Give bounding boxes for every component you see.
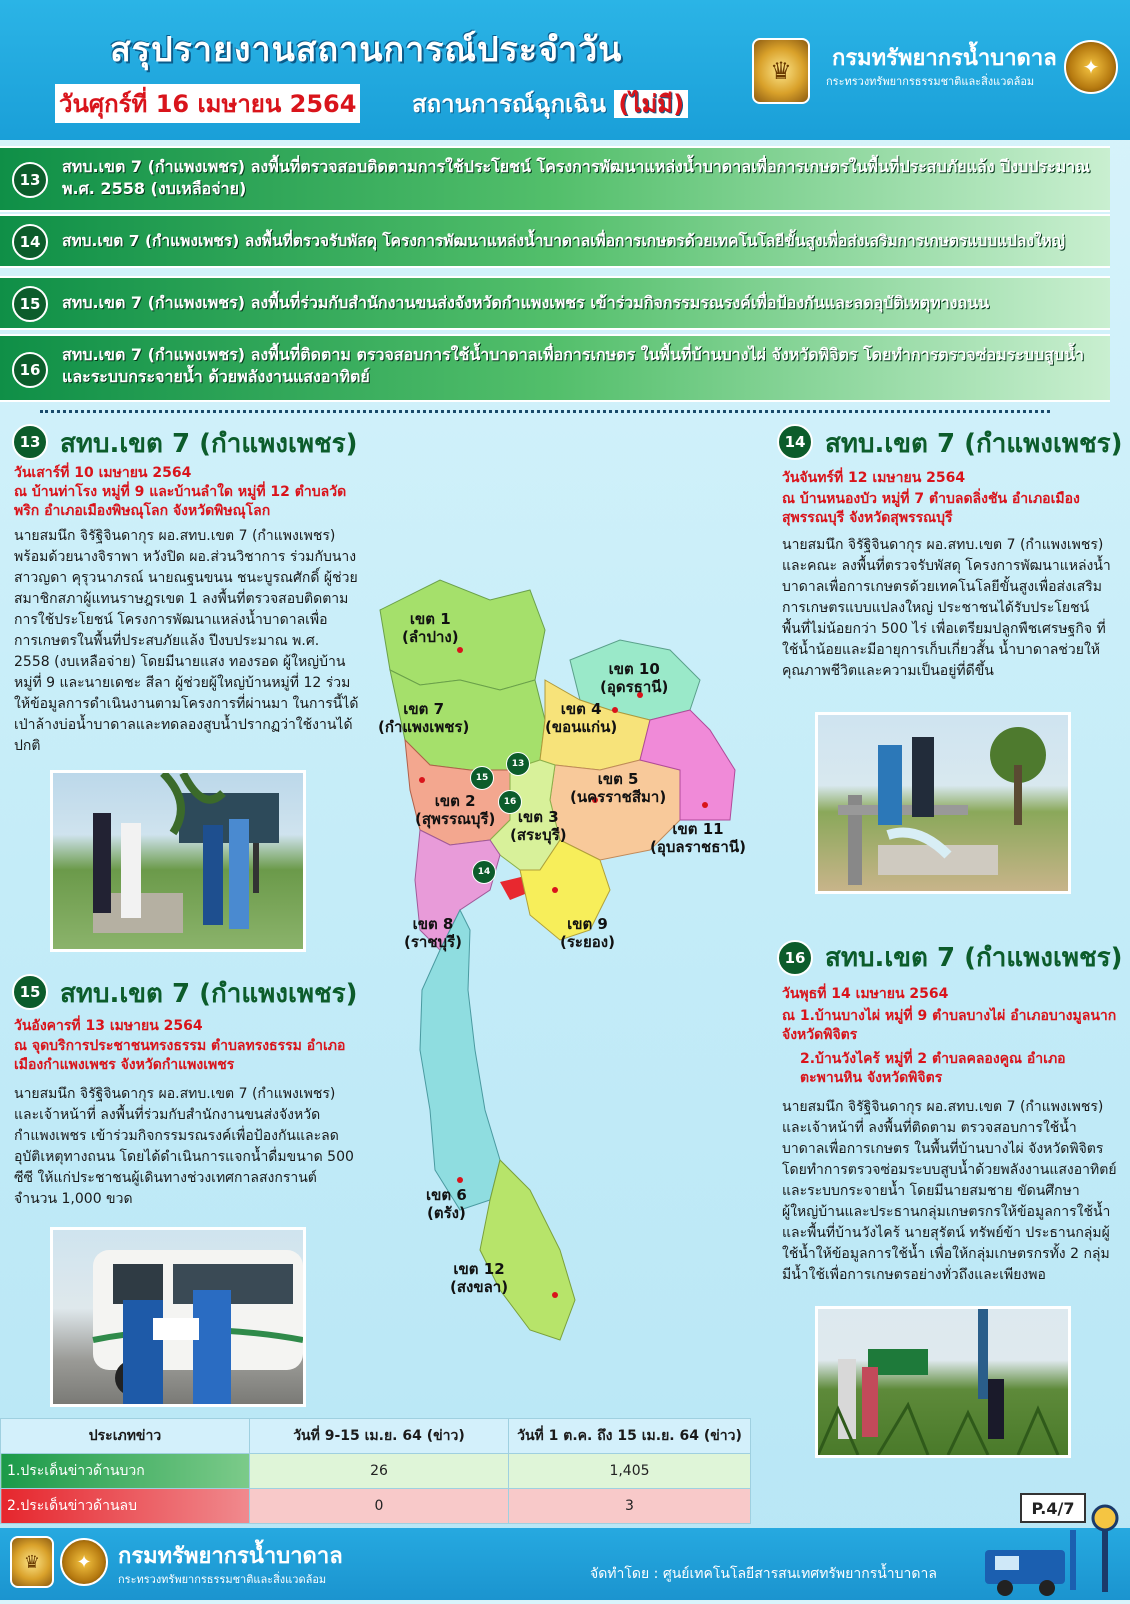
footer-seal-icon: ✦ (60, 1538, 108, 1586)
header-week: วันที่ 9-15 เม.ย. 64 (ข่าว) (250, 1419, 509, 1454)
story-title-16: สทบ.เขต 7 (กำแพงเพชร) (825, 943, 1123, 973)
banner-text: สทบ.เขต 7 (กำแพงเพชร) ลงพื้นที่ตรวจสอบติดตามการใช้ประโยชน์ โครงการพัฒนาแหล่งน้ำบาดาลเพื่อการเกษตรในพื้นที่ประสบภัยแล้ง ปีงบประมาณ พ.ศ. 2558 (งบเหลือจ่าย) (62, 157, 1090, 198)
banner-text: สทบ.เขต 7 (กำแพงเพชร) ลงพื้นที่ตรวจรับพัสดุ โครงการพัฒนาแหล่งน้ำบาดาลเพื่อการเกษตรด้วยเทคโนโลยีขั้นสูงเพื่อส่งเสริมการเกษตรแบบแปลงใหญ่ (62, 232, 1065, 250)
ministry-emblem-icon: ♛ (752, 38, 810, 104)
story-number-16: 16 (777, 940, 813, 976)
story-photo-14 (815, 712, 1071, 894)
header-news-type: ประเภทข่าว (1, 1419, 250, 1454)
section-divider (40, 410, 1050, 413)
story-body-14: นายสมนึก จิรัฐิจินดากุร ผอ.สทบ.เขต 7 (กำแพงเพชร) และคณะ ลงพื้นที่ตรวจรับพัสดุ โครงการพัฒนาแหล่งน้ำบาดาลเพื่อการเกษตรด้วยเทคโนโลยีขั้นสูงเพื่อส่งเสริมการเกษตรแบบแปลงใหญ่ ประชาชนได้รับประโยชน์พื้นที่ไม่น้อยกว่า 500 ไร่ เพื่อเตรียมปลูกพืชเศรษฐกิจ ที่ใช้น้ำน้อยและมีอายุการเก็บเกี่ยวสั้น น้ำบาดาลช่วยให้คุณภาพชีวิตและความเป็นอยู่ที่ดีขึ้น (782, 537, 1111, 679)
emergency-label: สถานการณ์ฉุกเฉิน (412, 90, 615, 118)
news-banner-16 (0, 334, 1110, 402)
zone-label: เขต 3 (สระบุรี) (510, 808, 567, 844)
royal-seal-icon: ✦ (1064, 40, 1118, 94)
zone-label: เขต 8 (ราชบุรี) (404, 915, 462, 951)
story-photo-13 (50, 770, 306, 952)
footer-credit: จัดทำโดย : ศูนย์เทคโนโลยีสารสนเทศทรัพยากรน้ำบาดาล (590, 1566, 937, 1582)
footer-emblem-icon: ♛ (10, 1536, 54, 1588)
zone-label: เขต 4 (ขอนแก่น) (545, 700, 618, 736)
map-marker-16: 16 (498, 790, 522, 814)
news-banner-15 (0, 276, 1110, 330)
department-name: กรมทรัพยากรน้ำบาดาล (832, 46, 1057, 71)
row-label-negative: 2.ประเด็นข่าวด้านลบ (1, 1489, 250, 1524)
zone-label: เขต 1 (ลำปาง) (402, 610, 459, 646)
story-place-13: ณ บ้านท่าโรง หมู่ที่ 9 และบ้านลำใด หมู่ที่ 12 ตำบลวัดพริก อำเภอเมืองพิษณุโลก จังหวัดพิษณุโลก (14, 484, 347, 519)
story-place-16b: 2.บ้านวังไคร้ หมู่ที่ 2 ตำบลคลองคูณ อำเภอตะพานหิน จังหวัดพิจิตร (800, 1051, 1066, 1086)
story-body-15: นายสมนึก จิรัฐิจินดากุร ผอ.สทบ.เขต 7 (กำแพงเพชร) และเจ้าหน้าที่ ลงพื้นที่ร่วมกับสำนักงานขนส่งจังหวัดกำแพงเพชร เข้าร่วมกิจกรรมรณรงค์เพื่อป้องกันและลดอุบัติเหตุทางถนน โดยได้ดำเนินการแจกน้ำดื่มขนาด 500 ซีซี ให้แก่ประชาชนผู้เดินทางช่วงเทศกาลสงกรานต์ จำนวน 1,000 ขวด (14, 1086, 354, 1207)
story-title-14: สทบ.เขต 7 (กำแพงเพชร) (825, 429, 1123, 459)
zone-label: เขต 6 (ตรัง) (426, 1186, 467, 1222)
zone-label: เขต 12 (สงขลา) (450, 1260, 509, 1296)
banner-number: 13 (12, 162, 48, 198)
story-date-15: วันอังคารที่ 13 เมษายน 2564 (14, 1018, 203, 1034)
story-date-16: วันพุธที่ 14 เมษายน 2564 (782, 986, 949, 1002)
table-row (1, 1454, 751, 1489)
page-title: สรุปรายงานสถานการณ์ประจำวัน (110, 30, 623, 70)
table-row (1, 1489, 751, 1524)
story-body-13: นายสมนึก จิรัฐิจินดากุร ผอ.สทบ.เขต 7 (กำแพงเพชร) พร้อมด้วยนางจิราพา หวังปิด ผอ.ส่วนวิชาการ ร่วมกับนางสาวญดา คุรุวนาภรณ์ นายณฐนขนน ชนะบูรณศักดิ์ ผู้ช่วยสมาชิกสภาผู้แทนราษฎรเขต 1 ลงพื้นที่ตรวจสอบติดตามการใช้ประโยชน์ โครงการพัฒนาแหล่งน้ำบาดาลเพื่อการเกษตรในพื้นที่ประสบภัยแล้ง ปีงบประมาณ พ.ศ. 2558 (งบเหลือจ่าย) โดยมีนายแสง ทองรอด ผู้ใหญ่บ้านหมู่ที่ 9 และนายเดชะ สีลา ผู้ช่วยผู้ใหญ่บ้านหมู่ที่ 12 ร่วมให้ข้อมูลการดำเนินงานตามโครงการที่ผ่านมา ในการนี้ได้เป่าล้างบ่อน้ำบาดาลและทดลองสูบน้ำปรากฏว่าใช้งานได้ปกติ (14, 528, 359, 754)
story-number-15: 15 (12, 974, 48, 1010)
drilling-truck-icon (975, 1500, 1125, 1600)
row-week-value: 0 (250, 1489, 509, 1524)
row-week-value: 26 (250, 1454, 509, 1489)
field-inspection-photo (818, 1309, 1068, 1455)
zone-label: เขต 10 (อุดรธานี) (600, 660, 669, 696)
water-pump-photo (818, 715, 1068, 891)
map-svg (360, 570, 780, 1390)
zone-label: เขต 11 (อุบลราชธานี) (650, 820, 746, 856)
map-marker-15: 15 (470, 766, 494, 790)
zone-label: เขต 9 (ระยอง) (560, 915, 615, 951)
story-date-13: วันเสาร์ที่ 10 เมษายน 2564 (14, 465, 192, 481)
header-total: วันที่ 1 ต.ค. ถึง 15 เม.ย. 64 (ข่าว) (509, 1419, 751, 1454)
banner-number: 14 (12, 224, 48, 260)
zone-label: เขต 5 (นครราชสีมา) (570, 770, 667, 806)
emergency-status (412, 84, 688, 123)
story-place-14: ณ บ้านหนองบัว หมู่ที่ 7 ตำบลดลิ่งชัน อำเภอเมืองสุพรรณบุรี จังหวัดสุพรรณบุรี (782, 491, 1080, 526)
zone-6-region (420, 910, 500, 1210)
story-place-15: ณ จุดบริการประชาชนทรงธรรม ตำบลทรงธรรม อำเภอเมืองกำแพงเพชร จังหวัดกำแพงเพชร (14, 1038, 346, 1073)
table-header-row (1, 1419, 751, 1454)
story-body-16: นายสมนึก จิรัฐิจินดากุร ผอ.สทบ.เขต 7 (กำแพงเพชร) และเจ้าหน้าที่ ลงพื้นที่ติดตาม ตรวจสอบการใช้น้ำบาดาลเพื่อการเกษตร ในพื้นที่บ้านบางไผ่ จังหวัดพิจิตร โดยทำการตรวจซ่อมระบบสูบน้ำด้วยพลังงานแสงอาทิตย์ และระบบกระจายน้ำ โดยมีนายสมชาย ขัดนศึกษา ผู้ใหญ่บ้านและประธานกลุ่มเกษตรกรให้ข้อมูลการใช้น้ำ และพื้นที่บ้านวังไคร้ นายสุรัตน์ ทรัพย์ข้า ประธานกลุ่มผู้ใช้น้ำให้ข้อมูลการใช้น้ำ เพื่อให้กลุ่มเกษตรกรทั้ง 2 กลุ่ม มีน้ำใช้เพื่อการเกษตรอย่างทั่วถึงและเพียงพอ (782, 1099, 1117, 1283)
map-marker-13: 13 (506, 752, 530, 776)
row-label-positive: 1.ประเด็นข่าวด้านบวก (1, 1454, 250, 1489)
well-site-photo (53, 773, 303, 949)
report-date: วันศุกร์ที่ 16 เมษายน 2564 (55, 84, 360, 123)
story-place-16: ณ 1.บ้านบางไผ่ หมู่ที่ 9 ตำบลบางไผ่ อำเภอบางมูลนาก จังหวัดพิจิตร (782, 1008, 1117, 1043)
news-banner-14 (0, 214, 1110, 268)
story-title-13: สทบ.เขต 7 (กำแพงเพชร) (60, 429, 358, 459)
footer-department-name: กรมทรัพยากรน้ำบาดาล (118, 1544, 343, 1569)
zone-label: เขต 7 (กำแพงเพชร) (378, 700, 470, 736)
zone-label: เขต 2 (สุพรรณบุรี) (415, 792, 496, 828)
page-number: P.4/7 (1020, 1493, 1086, 1523)
banner-number: 15 (12, 286, 48, 322)
row-total-value: 3 (509, 1489, 751, 1524)
banner-text: สทบ.เขต 7 (กำแพงเพชร) ลงพื้นที่ติดตาม ตรวจสอบการใช้น้ำบาดาลเพื่อการเกษตร ในพื้นที่บ้านบางไผ่ จังหวัดพิจิตร โดยทำการตรวจซ่อมระบบสูบน้ำ และระบบกระจายน้ำ ด้วยพลังงานแสงอาทิตย์ (62, 345, 1084, 386)
news-stats-table (0, 1418, 751, 1524)
story-title-15: สทบ.เขต 7 (กำแพงเพชร) (60, 979, 358, 1009)
thailand-map (360, 570, 780, 1390)
banner-number: 16 (12, 352, 48, 388)
row-total-value: 1,405 (509, 1454, 751, 1489)
zone-12-region (480, 1160, 575, 1340)
story-date-14: วันจันทร์ที่ 12 เมษายน 2564 (782, 470, 966, 486)
story-number-13: 13 (12, 424, 48, 460)
ministry-name: กระทรวงทรัพยากรธรรมชาติและสิ่งแวดล้อม (826, 75, 1035, 88)
van-photo (53, 1230, 303, 1404)
emergency-value: (ไม่มี) (614, 90, 688, 118)
story-photo-16 (815, 1306, 1071, 1458)
banner-text: สทบ.เขต 7 (กำแพงเพชร) ลงพื้นที่ร่วมกับสำนักงานขนส่งจังหวัดกำแพงเพชร เข้าร่วมกิจกรรมรณรงค์เพื่อป้องกันและลดอุบัติเหตุทางถนน (62, 293, 990, 312)
footer-ministry-name: กระทรวงทรัพยากรธรรมชาติและสิ่งแวดล้อม (118, 1573, 327, 1586)
news-banner-13 (0, 146, 1110, 212)
story-photo-15 (50, 1227, 306, 1407)
map-marker-14: 14 (472, 860, 496, 884)
story-number-14: 14 (777, 424, 813, 460)
